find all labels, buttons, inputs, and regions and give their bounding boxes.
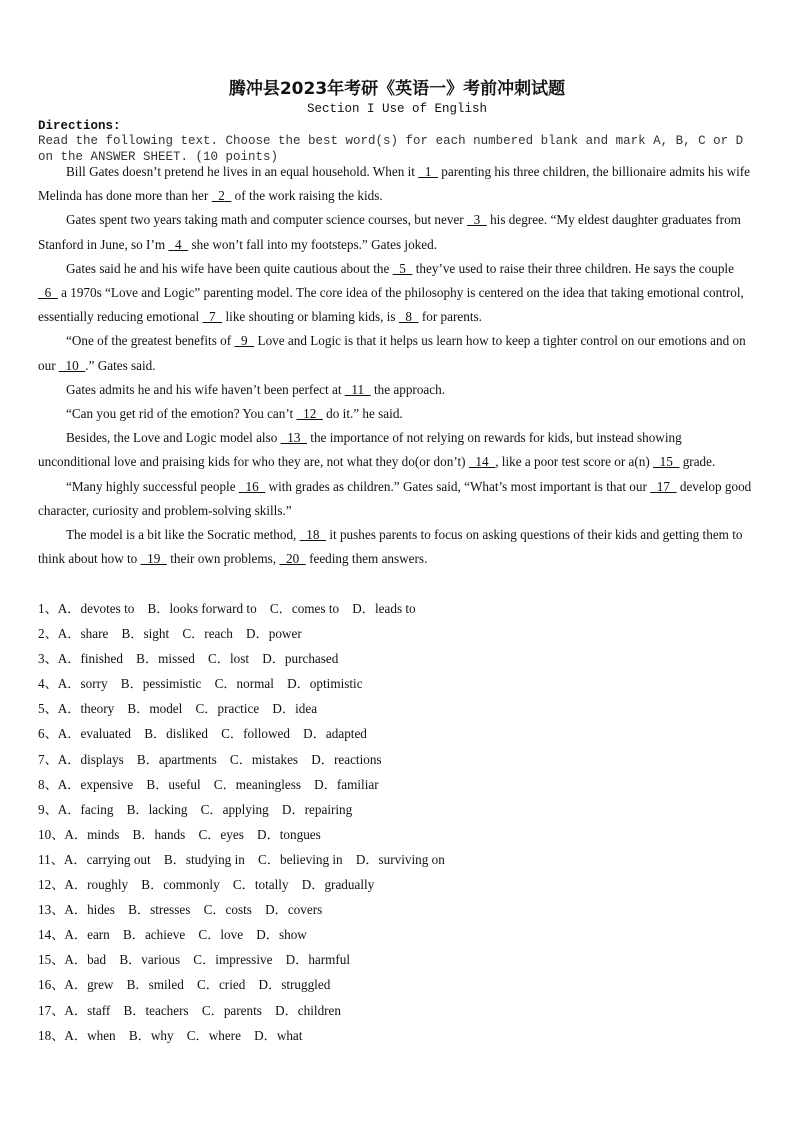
question-option-row: 7、A．displays B．apartments C．mistakes D．reactions <box>38 751 382 767</box>
question-option-row: 3、A．finished B．missed C．lost D．purchased <box>38 651 339 667</box>
blank-number: 11 <box>344 381 371 397</box>
question-option-row: 4、A．sorry B．pessimistic C．normal D．optimistic <box>38 676 363 692</box>
blank-number: 7 <box>202 309 223 325</box>
blank-number: 16 <box>238 478 266 494</box>
section-heading: Section I Use of English <box>306 102 488 116</box>
question-option-row: 9、A．facing B．lacking C．applying D．repairing <box>38 801 353 817</box>
passage-text: Bill Gates doesn’t pretend he lives in an equal household. When it <box>66 164 419 179</box>
passage-paragraph <box>38 257 756 330</box>
passage-paragraph <box>38 378 756 402</box>
blank-number: 4 <box>168 236 189 252</box>
blank-number: 10 <box>58 357 86 373</box>
passage-text: “Can you get rid of the emotion? You can’t <box>66 406 297 422</box>
passage-text: Gates admits he and his wife haven’t been perfect at <box>66 381 345 397</box>
passage-text: “Many highly successful people <box>66 478 239 494</box>
passage-text: their own problems, <box>166 551 280 567</box>
blank-number: 17 <box>650 478 677 494</box>
question-option-row: 17、A．staff B．teachers C．parents D．children <box>38 1002 342 1018</box>
question-option-row: 11、A．carrying out B．studying in C．believing in D．surviving on <box>38 851 445 867</box>
blank-number: 14 <box>468 454 496 470</box>
passage-paragraph <box>38 523 756 571</box>
passage-text: of the work raising the kids. <box>231 188 383 204</box>
question-option-row: 15、A．bad B．various C．impressive D．harmful <box>38 952 351 968</box>
passage-text: , like a poor test score or a(n) <box>495 454 654 470</box>
passage-paragraph <box>38 160 756 208</box>
question-option-row: 14、A．earn B．achieve C．love D．show <box>38 927 307 943</box>
question-option-row: 10、A．minds B．hands C．eyes D．tongues <box>38 826 321 842</box>
passage-text: the approach. <box>370 381 446 397</box>
passage-text: it pushes parents to focus on asking questions of their kids and getting them to think about how to <box>38 527 743 567</box>
passage-text: do it.” he said. <box>322 406 403 422</box>
blank-number: 19 <box>140 551 167 567</box>
passage-text: with grades as children.” Gates said, “What’s most important is that our <box>265 478 651 494</box>
passage-text: for parents. <box>418 309 482 325</box>
passage-text: she won’t fall into my footsteps.” Gates joked. <box>188 236 437 252</box>
cloze-passage <box>38 160 756 571</box>
directions-heading: Directions: <box>38 119 121 133</box>
blank-number: 15 <box>653 454 680 470</box>
exam-title: 腾冲县2023年考研《英语一》考前冲刺试题 <box>228 79 566 99</box>
blank-number: 9 <box>234 333 255 349</box>
question-option-row: 12、A．roughly B．commonly C．totally D．gradually <box>38 877 375 893</box>
blank-number: 20 <box>279 551 306 567</box>
passage-text: Love and Logic is that it helps us learn how to keep a tighter control on our emotions and on our <box>38 333 746 373</box>
question-option-row: 13、A．hides B．stresses C．costs D．covers <box>38 902 323 918</box>
passage-text: The model is a bit like the Socratic method, <box>66 527 300 543</box>
passage-paragraph <box>38 426 756 474</box>
blank-number: 6 <box>38 285 58 301</box>
question-option-row: 1、A．devotes to B．looks forward to C．comes to D．leads to <box>38 601 416 616</box>
passage-text: they’ve used to raise their three children. He says the couple <box>412 260 734 276</box>
passage-text: “One of the greatest benefits of <box>66 333 235 349</box>
blank-number: 13 <box>280 430 307 446</box>
passage-text: .” Gates said. <box>85 357 156 373</box>
passage-paragraph <box>38 475 756 523</box>
passage-text: like shouting or blaming kids, is <box>222 309 399 325</box>
passage-text: a 1970s “Love and Logic” parenting model. The core idea of the philosophy is centered on the idea that taking emotional control, essentially reducing emotional <box>38 285 744 325</box>
blank-number: 3 <box>467 212 487 228</box>
passage-text: Gates spent two years taking math and computer science courses, but never <box>66 212 467 228</box>
question-option-row: 8、A．expensive B．useful C．meaningless D．familiar <box>38 776 379 792</box>
blank-number: 5 <box>392 260 413 276</box>
passage-text: the importance of not relying on rewards for kids, but instead showing unconditional love and praising kids for who they are, not what they do(or don’t) <box>38 430 682 470</box>
blank-number: 8 <box>398 309 419 325</box>
blank-number: 2 <box>211 188 232 204</box>
question-option-row: 16、A．grew B．smiled C．cried D．struggled <box>38 977 331 993</box>
passage-text: develop good character, curiosity and problem-solving skills.” <box>38 478 752 518</box>
answer-options-list <box>38 596 756 1048</box>
question-option-row: 5、A．theory B．model C．practice D．idea <box>38 701 318 717</box>
blank-number: 1 <box>418 164 438 179</box>
passage-text: Besides, the Love and Logic model also <box>66 430 281 446</box>
question-option-row: 18、A．when B．why C．where D．what <box>38 1027 303 1043</box>
directions-text: Read the following text. Choose the best word(s) for each numbered blank and mark A, B, C or D on the ANSWER SHEET. (10 points) <box>38 134 744 164</box>
blank-number: 12 <box>296 406 323 422</box>
passage-text: feeding them answers. <box>305 551 428 567</box>
passage-paragraph <box>38 329 756 377</box>
passage-paragraph <box>38 208 756 256</box>
blank-number: 18 <box>299 527 327 543</box>
question-option-row: 6、A．evaluated B．disliked C．followed D．adapted <box>38 726 367 742</box>
passage-text: grade. <box>679 454 716 470</box>
passage-text: parenting his three children, the billionaire admits his wife Melinda has done more than her <box>38 164 751 204</box>
passage-text: Gates said he and his wife have been quite cautious about the <box>66 260 393 276</box>
passage-paragraph <box>38 402 756 426</box>
passage-text: his degree. “My eldest daughter graduates from Stanford in June, so I’m <box>38 212 741 252</box>
question-option-row: 2、A．share B．sight C．reach D．power <box>38 626 302 642</box>
